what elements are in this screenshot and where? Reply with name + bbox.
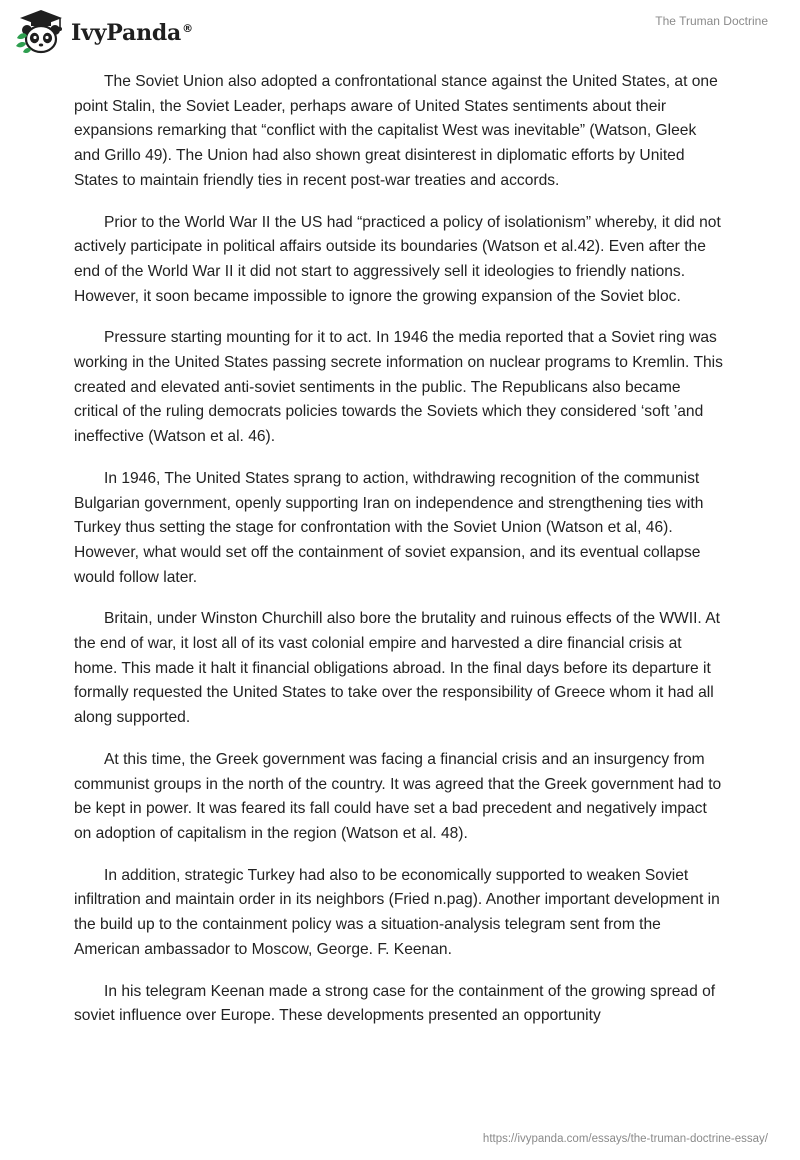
paragraph-3: Pressure starting mounting for it to act. In 1946 the media reported that a Soviet ring was working in the United States passing secrete information on nuclear programs to Kremlin. This created and elevated anti-soviet sentiments in the public. The Republicans also became critical of the ruling democrats policies towards the Soviets which they considered ‘soft ’and ineffective (Watson et al. 46). [74,329,723,446]
paragraph-4: In 1946, The United States sprang to action, withdrawing recognition of the communist Bulgarian government, openly supporting Iran on independence and strengthening ties with Turkey thus setting the stage for confrontation with the Soviet Union (Watson et al, 46). However, what would set off the containment of soviet expansion, and its eventual collapse would follow later. [74,469,704,586]
paragraph-2: Prior to the World War II the US had “practiced a policy of isolationism” whereby, it did not actively participate in political affairs outside its boundaries (Watson et al.42). Even after the end of the World War II it did not start to aggressively sell it ideologies to friendly nations. However, it soon became impossible to ignore the growing expansion of the Soviet bloc. [74,213,721,305]
brand-logo[interactable] [14,8,193,54]
document-title: The Truman Doctrine [655,14,768,28]
paragraph-1: The Soviet Union also adopted a confrontational stance against the United States, at one point Stalin, the Soviet Leader, perhaps aware of United States sentiments about their expansions remarking that “conflict with the capitalist West was inevitable” (Watson, Gleek and Grillo 49). The Union had also shown great disinterest in diplomatic efforts by United States to maintain friendly ties in recent post-war treaties and accords. [74,73,718,189]
essay-body [74,70,726,1046]
registered-mark: ® [182,21,193,35]
paragraph-6: At this time, the Greek government was facing a financial crisis and an insurgency from communist groups in the north of the country. It was agreed that the Greek government had to be kept in power. It was feared its fall could have set a bad precedent and negatively impact on adoption of capitalism in the region (Watson et al. 48). [74,750,722,842]
paragraph-7: In addition, strategic Turkey had also to be economically supported to weaken Soviet infiltration and maintain order in its neighbors (Fried n.pag). Another important development in the build up to the containment policy was a situation-analysis telegram sent from the American ambassador to Moscow, George. F. Keenan. [74,866,720,958]
paragraph-5: Britain, under Winston Churchill also bore the brutality and ruinous effects of the WWII. At the end of war, it lost all of its vast colonial empire and harvested a dire financial crisis at home. This made it halt it financial obligations abroad. In the final days before its departure it formally requested the United States to take over the responsibility of Greece whom it had all along supported. [74,610,720,727]
panda-graduate-logo-icon [14,8,68,54]
brand-name: IvyPanda® [71,20,193,46]
page-header [0,0,800,62]
source-url-link[interactable]: https://ivypanda.com/essays/the-truman-doctrine-essay/ [482,1133,768,1145]
paragraph-8: In his telegram Keenan made a strong case for the containment of the growing spread of soviet influence over Europe. These developments presented an opportunity [74,982,716,1025]
